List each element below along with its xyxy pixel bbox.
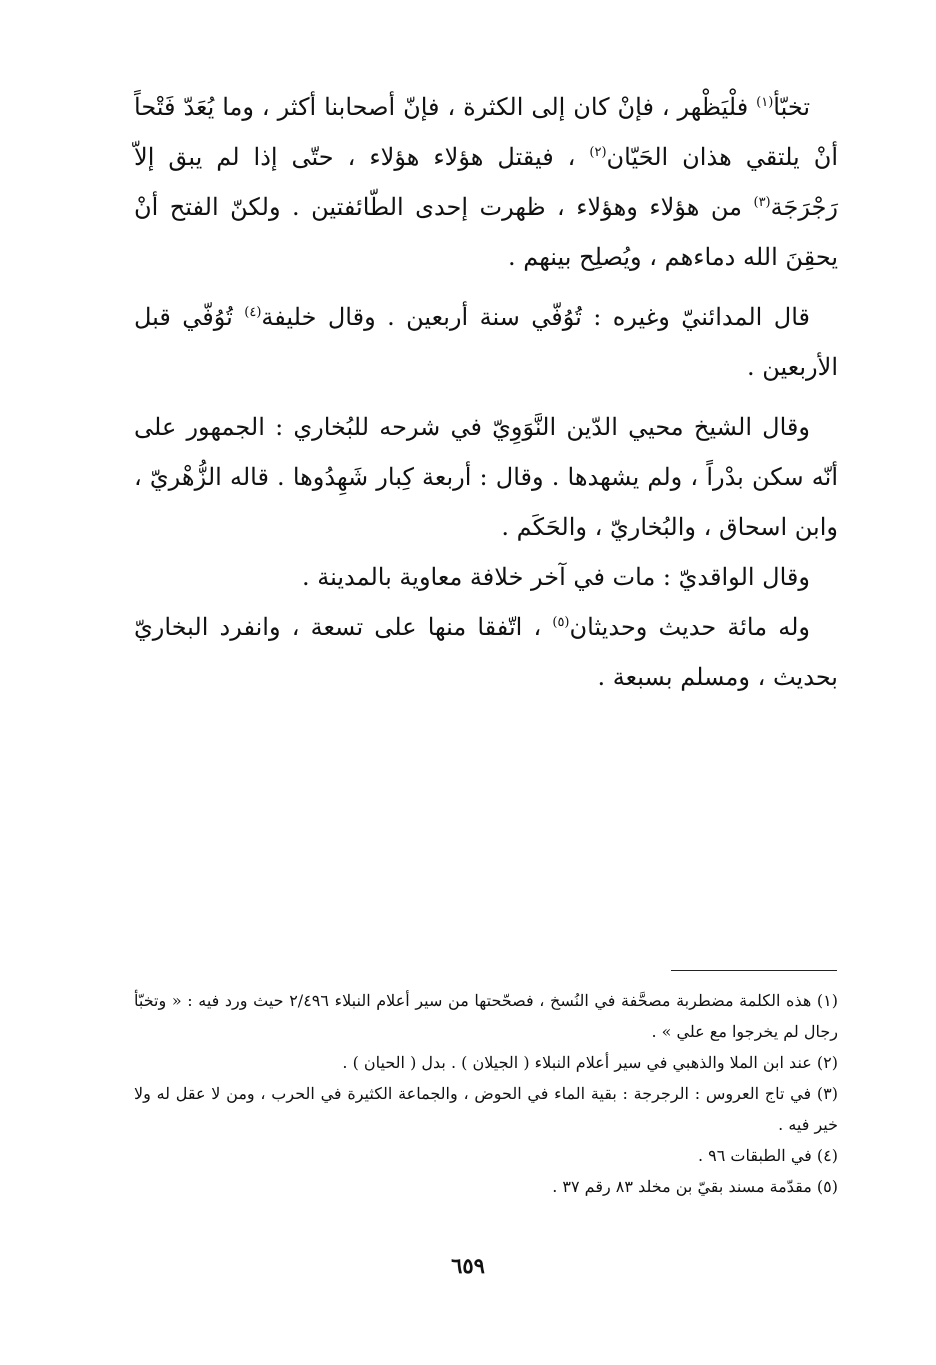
- footnote-1: [134, 985, 838, 1047]
- footnote-number: (٥): [816, 1177, 838, 1196]
- paragraph-4: [134, 552, 838, 602]
- footnote-ref-1: (١): [756, 95, 774, 110]
- text-segment: وله مائة حديث وحديثان: [569, 613, 811, 641]
- footnote-text: هذه الكلمة مضطربة مصحَّفة في النُسخ ، فصحّحتها من سير أعلام النبلاء ٢/٤٩٦ حيث ورد فيه : « وتخبّأ رجال لم يخرجوا مع علي » .: [134, 991, 838, 1041]
- text-segment: قال المدائنيّ وغيره : تُوُفّي سنة أربعين . وقال خليفة: [261, 303, 810, 331]
- page-number: ٦٥٩: [451, 1253, 485, 1278]
- text-segment: ، اتّفقا منها على تسعة ، وانفرد البخاريّ بحديث ، ومسلم بسبعة .: [134, 613, 838, 691]
- footnote-text: في الطبقات ٩٦ .: [697, 1146, 812, 1165]
- paragraph-1: [134, 82, 838, 282]
- text-segment: وقال الشيخ محيي الدّين النَّوَوِيّ في شرحه للبُخاري : الجمهور على أنّه سكن بدْراً ، ولم يشهدها . وقال : أربعة كِبار شَهِدُوها . قاله الزُّهْريّ ، وابن اسحاق ، والبُخاريّ ، والحَكَم .: [134, 413, 838, 541]
- main-text: [134, 82, 838, 702]
- footnote-number: (٢): [816, 1053, 838, 1072]
- text-segment: تخبّأ: [773, 93, 810, 121]
- footnote-5: [134, 1171, 838, 1202]
- footnote-number: (١): [816, 991, 838, 1010]
- text-segment: فلْيَظْهر ، فإنْ كان إلى الكثرة ، فإنّ أصحابنا أكثر ، وما يُعَدّ فَتْحاً أنْ يلتقي هذان الحَيّان: [134, 93, 838, 171]
- footnote-number: (٤): [816, 1146, 838, 1165]
- footnote-4: [134, 1140, 838, 1171]
- text-segment: وقال الواقديّ : مات في آخر خلافة معاوية بالمدينة .: [301, 563, 810, 591]
- footnote-ref-2: (٢): [589, 145, 607, 160]
- footnote-3: [134, 1078, 838, 1140]
- footnotes: [134, 985, 838, 1202]
- text-segment: ، فيقتل هؤلاء هؤلاء ، حتّى إذا لم يبق إلاّ رَجْرَجَة: [134, 143, 838, 221]
- footnote-text: في تاج العروس : الرجرجة : بقية الماء في الحوض ، والجماعة الكثيرة في الحرب ، ومن لا عقل له ولا خير فيه .: [134, 1084, 838, 1134]
- footnote-number: (٣): [816, 1084, 838, 1103]
- footnote-separator: [671, 970, 837, 971]
- text-segment: تُوُفّي قبل الأربعين .: [134, 303, 838, 381]
- footnote-ref-4: (٤): [244, 305, 262, 320]
- footnote-text: عند ابن الملا والذهبي في سير أعلام النبلاء ( الجيلان ) . بدل ( الحيان ) .: [342, 1053, 812, 1072]
- footnote-ref-3: (٣): [753, 195, 771, 210]
- text-segment: من هؤلاء وهؤلاء ، ظهرت إحدى الطّائفتين . ولكنّ الفتح أنْ يحقِنَ الله دماءهم ، ويُصلِح بينهم .: [134, 193, 838, 271]
- paragraph-3: [134, 402, 838, 552]
- footnote-text: مقدّمة مسند بقيّ بن مخلد ٨٣ رقم ٣٧ .: [552, 1177, 812, 1196]
- paragraph-2: [134, 292, 838, 392]
- footnote-2: [134, 1047, 838, 1078]
- paragraph-5: [134, 602, 838, 702]
- footnote-ref-5: (٥): [552, 615, 570, 630]
